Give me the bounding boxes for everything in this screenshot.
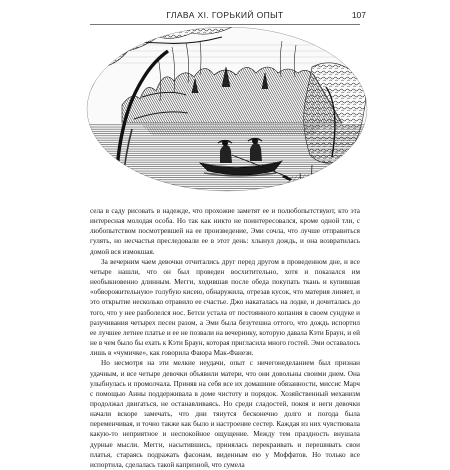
engraving-lake-boat-scene-icon [82,27,372,205]
chapter-illustration [82,27,372,205]
page-number: 107 [351,10,366,20]
paragraph: Но несмотря на эти мелкие неудачи, опыт с ничегонеделанием был признан удачным, и все четыре девочки объявили матери, что они довольны своими днем. Она улыбнулась и промолчала. Приняв на себя все их домашние обязанности, миссис Марч с помощью Анны поддерживала в доме чистоту и порядок. Хозяйственный механизм продолжал двигаться, не останавливаясь. Но среди сладостей, покоя и неги девочки начали вскоре замечать, что дни тянутся бесконечно долго и погода была переменчивая, и точно также как было и настроение сестер. Каждая из них чувствовала какую-то неприятное и неспокойное ощущение. Между тем праздность внушала дурные мысли. Мегги, насытившись, принялась перекраивать и перешивать свои платья, стараясь подражать фасонам, виденным ею у Моффатов. Но только все испортила, сделалась такой капризной, что сумела [90,359,360,469]
page-header [0,10,450,24]
paragraph: села в саду рисовать в надежде, что прохожие заметят ее и полюбопытствуют, кто эта интересная молодая особа. Но так как никто не поинтересовался, кроме одной тли, с любопытством посмотревшей на ее произведение, Эми сочла, что лучше отправиться гулять, но несчастья преследовали ее в этот день: хлынул дождь, и она возвратилась домой вся измокшая. [90,207,360,256]
header-rule [90,24,360,25]
body-text [90,206,360,470]
paragraph: За вечерним чаем девочки отчитались друг перед другом в проведенном дне, и все четыре нашли, что он был проведен восхитительно, хотя и показался им необыкновенно длинным. Мегги, ходившая после обеда покупать ткань и купившая «обворожительную» голубую кисею, обнаружила, отрезав кусок, что материя линяет, и это открытие несколько отравило ее счастье. Джо накаталась на лодке, и дочиталась до того, что у нее разболелся нос. Бетси устала от постоянного копания в своем сундуке и разучивания четырех песен разом, а Эми была безутешна оттого, что дождь испортил ее лучшее летнее платье и ее не позвали на вечеринку, которую давала Кэти Браун, и ей не в чем было бы ехать к Кэти Браун, которая пригласила много гостей. Эми оставалось лишь в «чумичке», как говорила Фаюра Мак-Фанези. [90,257,360,358]
running-head: ГЛАВА XI. ГОРЬКИЙ ОПЫТ [166,10,284,20]
